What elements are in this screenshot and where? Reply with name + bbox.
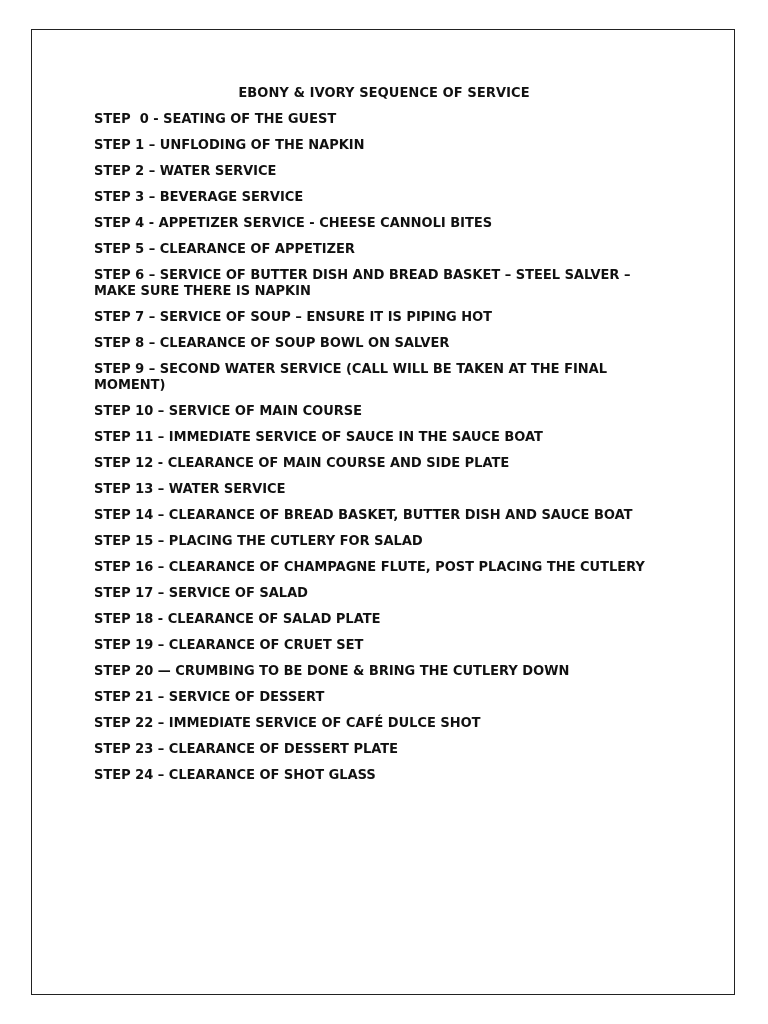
step-item: STEP 21 – SERVICE OF DESSERT: [94, 690, 325, 705]
step-item: STEP 4 - APPETIZER SERVICE - CHEESE CANNOLI BITES: [94, 216, 493, 231]
step-item: STEP 12 - CLEARANCE OF MAIN COURSE AND SIDE PLATE: [94, 456, 510, 471]
step-item: STEP 0 - SEATING OF THE GUEST: [94, 112, 337, 127]
step-item: STEP 17 – SERVICE OF SALAD: [94, 586, 308, 601]
step-item: STEP 2 – WATER SERVICE: [94, 164, 277, 179]
step-item: STEP 10 – SERVICE OF MAIN COURSE: [94, 404, 363, 419]
step-item: STEP 22 – IMMEDIATE SERVICE OF CAFÉ DULCE SHOT: [94, 716, 481, 731]
step-item: STEP 16 – CLEARANCE OF CHAMPAGNE FLUTE, POST PLACING THE CUTLERY: [94, 560, 645, 575]
step-item: STEP 1 – UNFLODING OF THE NAPKIN: [94, 138, 365, 153]
step-item: STEP 9 – SECOND WATER SERVICE (CALL WILL BE TAKEN AT THE FINAL MOMENT): [94, 362, 612, 393]
step-item: STEP 11 – IMMEDIATE SERVICE OF SAUCE IN THE SAUCE BOAT: [94, 430, 543, 445]
step-item: STEP 24 – CLEARANCE OF SHOT GLASS: [94, 768, 376, 783]
step-item: STEP 20 — CRUMBING TO BE DONE & BRING THE CUTLERY DOWN: [94, 664, 570, 679]
step-item: STEP 19 – CLEARANCE OF CRUET SET: [94, 638, 364, 653]
step-item: STEP 8 – CLEARANCE OF SOUP BOWL ON SALVER: [94, 336, 450, 351]
step-item: STEP 14 – CLEARANCE OF BREAD BASKET, BUTTER DISH AND SAUCE BOAT: [94, 508, 633, 523]
step-item: STEP 5 – CLEARANCE OF APPETIZER: [94, 242, 355, 257]
step-item: STEP 7 – SERVICE OF SOUP – ENSURE IT IS PIPING HOT: [94, 310, 493, 325]
step-item: STEP 3 – BEVERAGE SERVICE: [94, 190, 304, 205]
document-title: EBONY & IVORY SEQUENCE OF SERVICE: [238, 86, 530, 101]
step-item: STEP 13 – WATER SERVICE: [94, 482, 286, 497]
step-item: STEP 6 – SERVICE OF BUTTER DISH AND BREAD BASKET – STEEL SALVER – MAKE SURE THERE IS NAPKIN: [94, 268, 635, 299]
service-steps-list: [94, 112, 674, 794]
step-item: STEP 23 – CLEARANCE OF DESSERT PLATE: [94, 742, 399, 757]
step-item: STEP 15 – PLACING THE CUTLERY FOR SALAD: [94, 534, 423, 549]
step-item: STEP 18 - CLEARANCE OF SALAD PLATE: [94, 612, 381, 627]
